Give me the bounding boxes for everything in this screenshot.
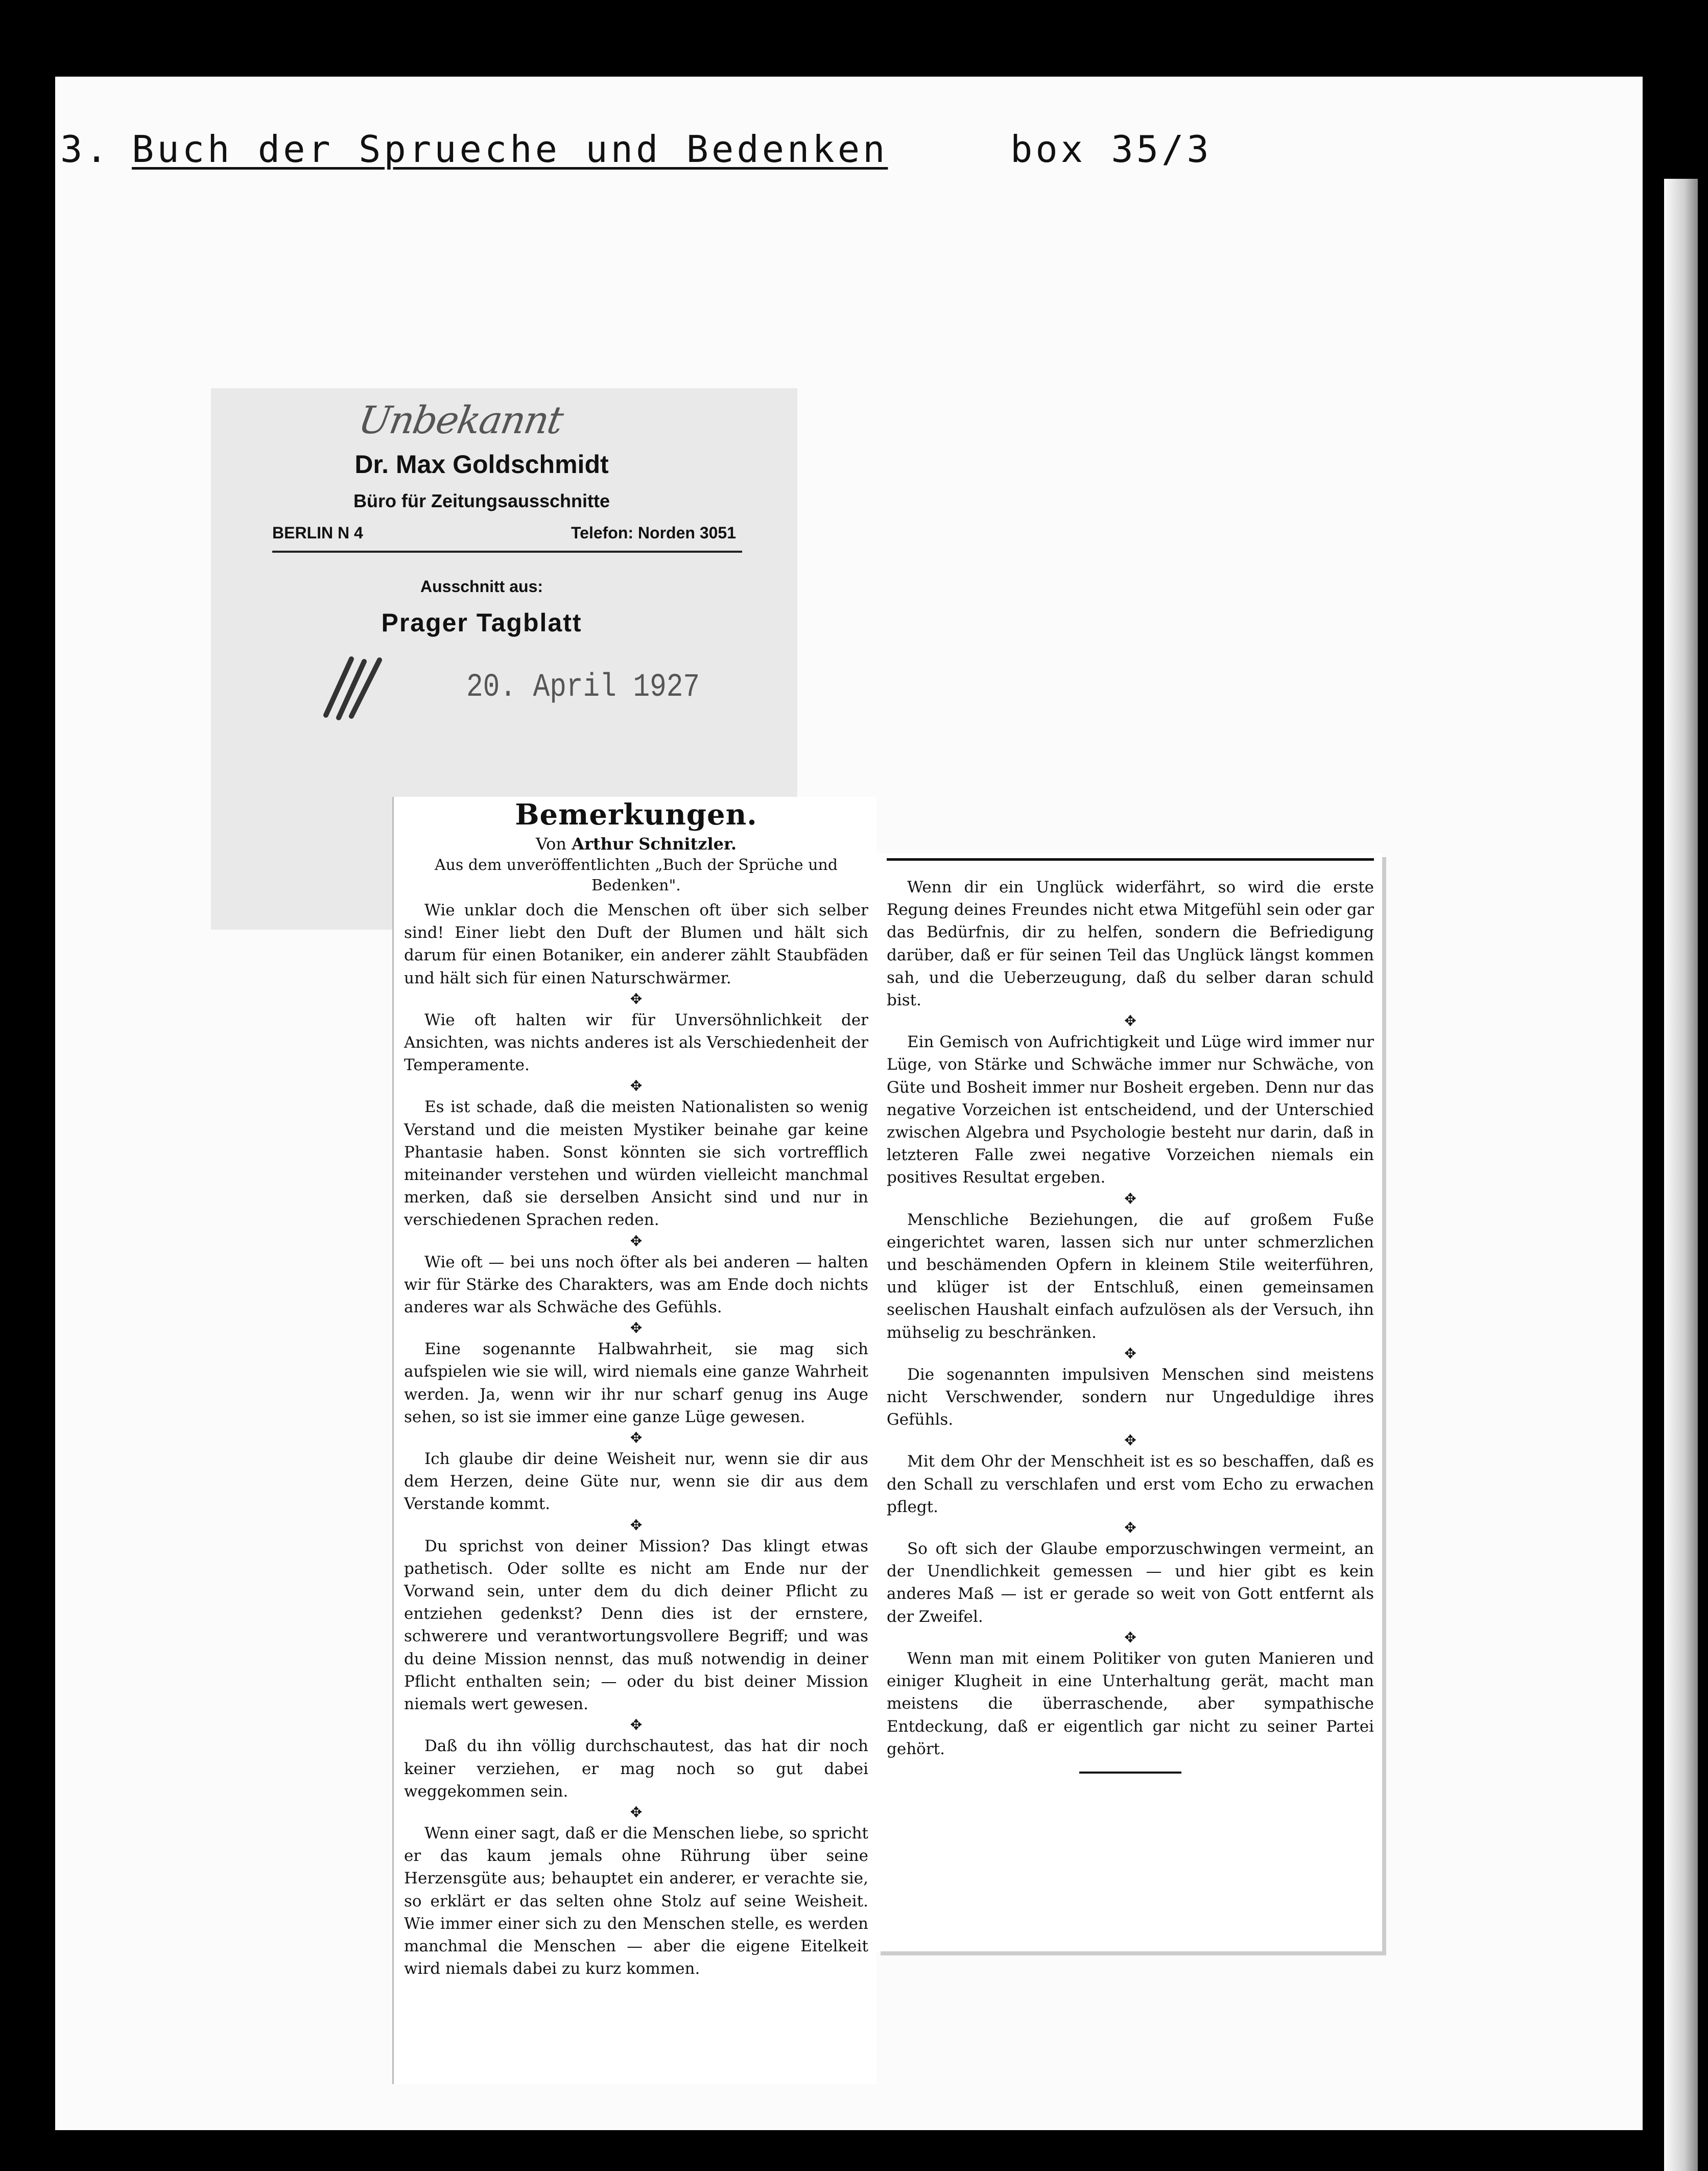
article-intro: Aus dem unveröffentlichten „Buch der Sprüche und Bedenken". xyxy=(434,856,838,894)
article-paragraph: Wie oft — bei uns noch öfter als bei anderen — halten wir für Stärke des Charakters, was am Ende doch nichts anderes war als Schwäche des Gefühls. xyxy=(404,1253,868,1317)
separator-icon: ✥ xyxy=(630,1232,643,1249)
separator-icon: ✥ xyxy=(630,1077,643,1095)
article-paragraph: Wie oft halten wir für Unversöhnlichkeit der Ansichten, was nichts anderes ist als Verschiedenheit der Temperamente. xyxy=(404,1010,868,1075)
pencil-marks xyxy=(316,649,392,720)
cutting-from-label: Ausschnitt aus: xyxy=(420,577,543,596)
article-title: Bemerkungen. xyxy=(515,798,757,832)
article-paragraph: Wenn man mit einem Politiker von guten Manieren und einiger Klugheit in eine Unterhaltung gerät, macht man meistens die überraschende, aber sympathische Entdeckung, daß er eigentlich gar nicht zu seiner Partei gehört. xyxy=(887,1649,1374,1758)
article-paragraph: Daß du ihn völlig durchschautest, das hat dir noch keiner verziehen, er mag noch so gut dabei weggekommen sein. xyxy=(404,1737,868,1801)
article-paragraph: Eine sogenannte Halbwahrheit, sie mag sich aufspielen wie sie will, wird niemals eine ganze Wahrheit werden. Ja, wenn wir ihr nur scharf genug ins Auge sehen, so ist sie immer eine ganze Lüge gewesen. xyxy=(404,1340,868,1426)
separator-icon: ✥ xyxy=(1124,1519,1136,1537)
separator-icon: ✥ xyxy=(1124,1344,1136,1362)
right-paragraphs xyxy=(887,876,1374,1760)
article-column-right xyxy=(876,853,1382,1951)
byline-prefix: Von xyxy=(535,834,567,854)
article-paragraph: Wie unklar doch die Menschen oft über sich selber sind! Einer liebt den Duft der Blumen und hält sich darum für einen Botaniker, ein anderer zählt Staubfäden und hält sich für einen Naturschwärmer. xyxy=(404,901,868,987)
article-paragraph: Du sprichst von deiner Mission? Das klingt etwas pathetisch. Oder sollte es nicht am Ende nur der Vorwand sein, unter dem du dich deiner Pflicht zu entziehen gedenkst? Denn dies ist der ernstere, schwerere und verantwortungsvollere Begriff; und was du deine Mission nennst, das muß notwendig in deiner Pflicht enthalten sein; — oder du bist deiner Mission niemals wert gewesen. xyxy=(404,1537,868,1714)
company-city: BERLIN N 4 xyxy=(272,524,363,542)
article-paragraph: Die sogenannten impulsiven Menschen sind meistens nicht Verschwender, sondern nur Ungeduldige ihres Gefühls. xyxy=(887,1365,1374,1429)
article-column-left xyxy=(392,797,876,2084)
company-subtitle: Büro für Zeitungsausschnitte xyxy=(353,490,610,511)
article-paragraph: Es ist schade, daß die meisten Nationalisten so wenig Verstand und die meisten Mystiker beinahe gar keine Phantasie haben. Sonst könnten sie sich vortrefflich miteinander verstehen und würden vielleicht manchmal merken, daß sie derselben Ansicht sind und nur in verschiedenen Sprachen reden. xyxy=(404,1098,868,1230)
left-column-content xyxy=(404,797,868,1980)
separator-icon: ✥ xyxy=(1124,1432,1136,1449)
article-paragraph: Wenn einer sagt, daß er die Menschen liebe, so spricht er das kaum jemals ohne Rührung über seine Herzensgüte aus; behauptet ein anderer, er verachte sie, so erklärt er das selten ohne Stolz auf seine Weisheit. Wie immer einer sich zu den Menschen stelle, es werden manchmal die Menschen — aber die eigene Eitelkeit wird niemals dabei zu kurz kommen. xyxy=(404,1824,868,1978)
article-paragraph: Ich glaube dir deine Weisheit nur, wenn sie dir aus dem Herzen, deine Güte nur, wenn sie dir aus dem Verstande kommt. xyxy=(404,1450,868,1514)
article-paragraph: Menschliche Beziehungen, die auf großem Fuße eingerichtet waren, lassen sich nur unter schmerzlichen und beschämenden Opfern in kleinem Stile weiterführen, und klüger ist der Entschluß, einen gemeinsamen seelischen Haushalt einfach aufzulösen als der Versuch, ihn mühselig zu beschränken. xyxy=(887,1210,1374,1342)
article-byline xyxy=(404,833,868,855)
label-divider xyxy=(272,551,742,553)
date-stamp: 20. April 1927 xyxy=(466,669,700,706)
header-title: Buch der Sprueche und Bedenken xyxy=(132,128,888,171)
page-edge-shadow xyxy=(1664,179,1698,2171)
separator-icon: ✥ xyxy=(630,1319,643,1337)
separator-icon: ✥ xyxy=(1124,1012,1136,1030)
newspaper-name: Prager Tagblatt xyxy=(381,608,582,637)
article-paragraph: So oft sich der Glaube emporzuschwingen vermeint, an der Unendlichkeit gemessen — und hier gibt es kein anderes Maß — ist er gerade so weit von Gott entfernt als der Zweifel. xyxy=(887,1540,1374,1626)
article-paragraph: Ein Gemisch von Aufrichtigkeit und Lüge wird immer nur Lüge, von Stärke und Schwäche immer nur Schwäche, von Güte und Bosheit immer nur Bosheit ergeben. Denn nur das negative Vorzeichen ist entscheidend, und der Unterschied zwischen Algebra und Psychologie besteht nur darin, daß in letzteren Falle zwei negative Vorzeichen niemals ein positives Resultat ergeben. xyxy=(887,1033,1374,1187)
company-name: Dr. Max Goldschmidt xyxy=(354,450,609,479)
article-author: Arthur Schnitzler. xyxy=(572,834,737,854)
separator-icon: ✥ xyxy=(630,1429,643,1447)
header-number: 3. xyxy=(60,128,111,171)
handwritten-note: Unbekannt xyxy=(355,398,566,442)
right-column-content xyxy=(887,858,1374,1774)
column-top-rule xyxy=(887,858,1374,861)
article-paragraph: Wenn dir ein Unglück widerfährt, so wird die erste Regung deines Freundes nicht etwa Mitgefühl sein oder gar das Bedürfnis, dir zu helfen, sondern die Befriedigung darüber, daß er für seinen Teil das Unglück längst kommen sah, und die Ueberzeugung, daß du selber daran schuld bist. xyxy=(887,878,1374,1010)
separator-icon: ✥ xyxy=(630,1716,643,1734)
article-paragraph: Mit dem Ohr der Menschheit ist es so beschaffen, daß es den Schall zu verschlafen und erst vom Echo zu erwachen pflegt. xyxy=(887,1452,1374,1516)
separator-icon: ✥ xyxy=(630,990,643,1007)
company-phone: Telefon: Norden 3051 xyxy=(571,524,736,542)
archive-page xyxy=(55,77,1643,2130)
separator-icon: ✥ xyxy=(1124,1629,1136,1646)
header-box-number: box 35/3 xyxy=(1010,128,1212,171)
separator-icon: ✥ xyxy=(1124,1190,1136,1207)
separator-icon: ✥ xyxy=(630,1803,643,1821)
separator-icon: ✥ xyxy=(630,1516,643,1533)
column-end-rule xyxy=(1079,1772,1181,1774)
left-paragraphs xyxy=(404,899,868,1980)
